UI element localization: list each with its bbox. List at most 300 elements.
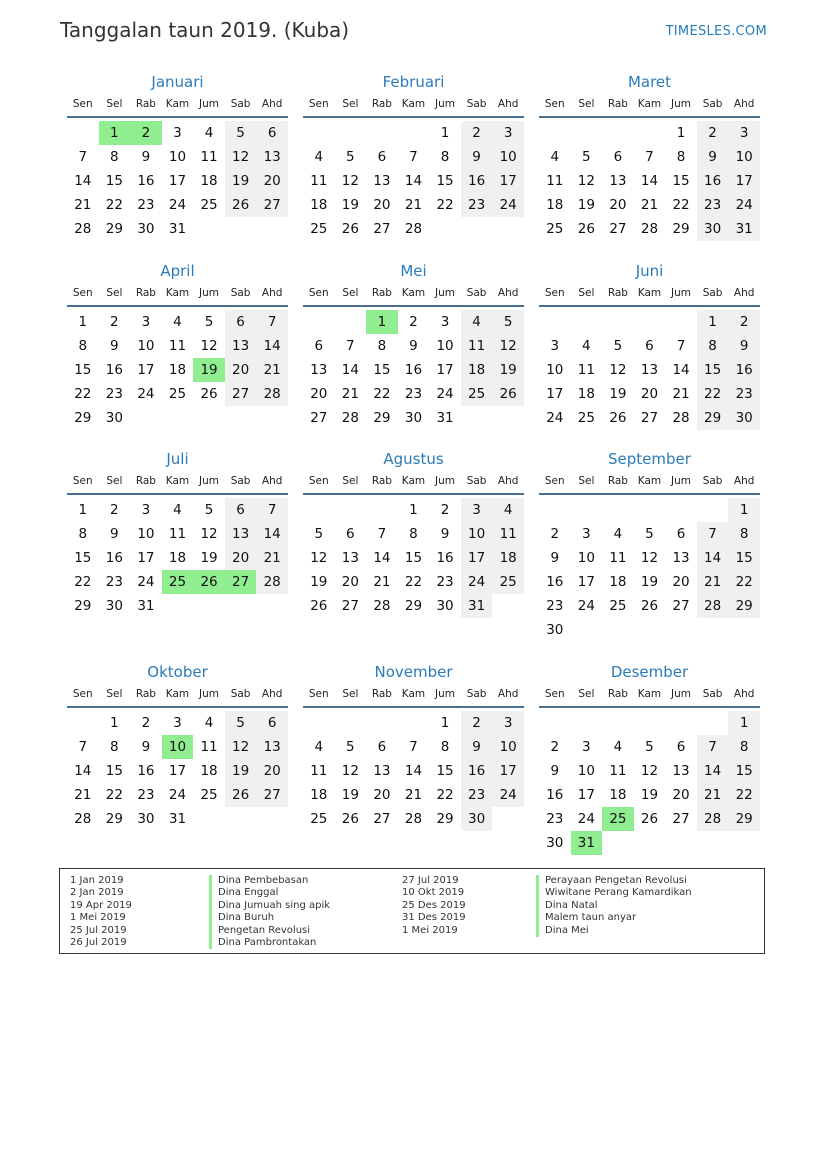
day-cell: 8 xyxy=(440,739,450,755)
day-cell: 16 xyxy=(461,759,493,783)
day-cell: 21 xyxy=(74,787,92,803)
day-cell: 15 xyxy=(436,763,454,779)
day-cell: 10 xyxy=(492,145,524,169)
day-cell: 9 xyxy=(461,735,493,759)
holiday-dates-left xyxy=(70,875,132,949)
holiday-name: Dina Jumuah sing apik xyxy=(209,900,330,912)
weekday-label: Rab xyxy=(371,688,392,700)
day-cell: 21 xyxy=(697,783,729,807)
empty-cell xyxy=(335,711,367,735)
weekday-header xyxy=(67,98,288,118)
weekday-label: Sen xyxy=(308,287,329,299)
day-cell: 16 xyxy=(105,550,123,566)
day-cell: 15 xyxy=(105,763,123,779)
holiday-name: Dina Natal xyxy=(536,900,692,912)
day-cell: 15 xyxy=(404,550,423,566)
day-cell: 15 xyxy=(74,550,92,566)
weekday-label: Sab xyxy=(230,287,251,299)
empty-cell xyxy=(602,310,634,334)
empty-cell xyxy=(366,121,398,145)
day-cell: 16 xyxy=(546,574,564,590)
weekday-label: Sen xyxy=(308,475,329,487)
month-title: Oktober xyxy=(147,663,208,681)
day-cell: 3 xyxy=(728,121,760,145)
day-cell: 21 xyxy=(672,386,690,402)
weekday-header xyxy=(303,688,524,708)
day-cell: 21 xyxy=(404,197,423,213)
day-cell: 13 xyxy=(225,334,257,358)
day-cell: 24 xyxy=(137,574,155,590)
day-cell: 5 xyxy=(582,149,591,165)
day-cell: 23 xyxy=(137,197,155,213)
weekday-label: Sel xyxy=(578,98,595,110)
day-cell: 2 xyxy=(728,310,760,334)
day-cell: 28 xyxy=(640,221,659,237)
day-cell: 27 xyxy=(373,811,391,827)
weekday-label: Sel xyxy=(342,475,359,487)
day-cell: 21 xyxy=(404,787,423,803)
day-cell: 25 xyxy=(200,787,218,803)
holiday-name: Dina Pembebasan xyxy=(209,875,330,887)
holiday-day-cell: 19 xyxy=(193,358,225,382)
weekday-header xyxy=(539,475,760,495)
day-cell: 7 xyxy=(409,739,418,755)
day-cell: 14 xyxy=(341,362,359,378)
day-cell: 18 xyxy=(200,763,218,779)
day-cell: 17 xyxy=(546,386,564,402)
day-cell: 7 xyxy=(676,338,686,354)
holiday-date: 10 Okt 2019 xyxy=(402,887,465,899)
empty-cell xyxy=(303,310,335,334)
day-cell: 18 xyxy=(609,574,627,590)
day-cell: 21 xyxy=(256,546,288,570)
day-cell: 27 xyxy=(256,783,288,807)
day-cell: 11 xyxy=(310,763,328,779)
day-cell: 31 xyxy=(168,221,187,237)
day-cell: 25 xyxy=(200,197,218,213)
day-cell: 22 xyxy=(404,574,423,590)
empty-cell xyxy=(398,121,430,145)
day-cell: 14 xyxy=(697,546,729,570)
day-cell: 1 xyxy=(676,125,686,141)
day-cell: 1 xyxy=(440,715,450,731)
empty-cell xyxy=(571,618,603,642)
day-cell: 29 xyxy=(728,807,760,831)
day-grid xyxy=(539,121,760,241)
day-cell: 1 xyxy=(409,502,418,518)
day-cell: 7 xyxy=(409,149,418,165)
day-cell: 20 xyxy=(373,787,391,803)
weekday-label: Kam xyxy=(637,287,662,299)
empty-cell xyxy=(492,217,524,241)
weekday-label: Jum xyxy=(435,98,456,110)
holiday-date: 26 Jul 2019 xyxy=(70,937,127,949)
day-cell: 17 xyxy=(168,763,187,779)
holiday-date: 1 Mei 2019 xyxy=(70,912,126,924)
day-cell: 11 xyxy=(200,739,218,755)
day-cell: 3 xyxy=(461,498,493,522)
day-cell: 30 xyxy=(105,410,123,426)
day-cell: 3 xyxy=(582,739,591,755)
day-cell: 25 xyxy=(461,382,493,406)
holiday-day-cell: 25 xyxy=(602,807,634,831)
day-cell: 30 xyxy=(461,807,493,831)
day-cell: 21 xyxy=(373,574,391,590)
day-cell: 15 xyxy=(436,173,454,189)
day-cell: 23 xyxy=(546,598,564,614)
day-cell: 4 xyxy=(173,502,182,518)
empty-cell xyxy=(335,310,367,334)
day-cell: 29 xyxy=(728,594,760,618)
day-cell: 10 xyxy=(728,145,760,169)
day-cell: 13 xyxy=(310,362,328,378)
day-cell: 17 xyxy=(436,362,454,378)
day-cell: 7 xyxy=(346,338,355,354)
day-cell: 19 xyxy=(341,197,359,213)
day-cell: 9 xyxy=(461,145,493,169)
day-cell: 8 xyxy=(728,522,760,546)
empty-cell xyxy=(634,310,666,334)
day-cell: 10 xyxy=(436,338,454,354)
day-cell: 9 xyxy=(440,526,450,542)
month-title: Januari xyxy=(151,73,204,91)
day-cell: 18 xyxy=(461,358,493,382)
day-cell: 27 xyxy=(225,382,257,406)
day-cell: 7 xyxy=(377,526,387,542)
day-cell: 25 xyxy=(577,410,595,426)
day-cell: 26 xyxy=(310,598,328,614)
day-cell: 19 xyxy=(225,169,257,193)
weekday-label: Jum xyxy=(199,98,220,110)
day-cell: 20 xyxy=(672,787,690,803)
day-cell: 1 xyxy=(697,310,729,334)
day-cell: 20 xyxy=(256,759,288,783)
day-grid xyxy=(539,310,760,430)
holiday-day-cell: 31 xyxy=(571,831,603,855)
day-cell: 18 xyxy=(310,787,328,803)
weekday-label: Sab xyxy=(230,688,251,700)
day-cell: 11 xyxy=(577,362,595,378)
day-cell: 13 xyxy=(672,550,690,566)
empty-cell xyxy=(130,406,162,430)
day-cell: 24 xyxy=(577,598,595,614)
day-cell: 28 xyxy=(697,807,729,831)
empty-cell xyxy=(162,594,194,618)
day-cell: 8 xyxy=(728,735,760,759)
day-cell: 26 xyxy=(225,783,257,807)
day-cell: 1 xyxy=(110,715,119,731)
day-cell: 2 xyxy=(550,739,560,755)
day-cell: 14 xyxy=(697,759,729,783)
empty-cell xyxy=(193,406,225,430)
day-cell: 1 xyxy=(440,125,450,141)
empty-cell xyxy=(193,594,225,618)
holiday-date: 1 Jan 2019 xyxy=(70,875,124,886)
day-cell: 16 xyxy=(137,173,155,189)
day-cell: 17 xyxy=(577,574,595,590)
day-cell: 11 xyxy=(168,338,187,354)
empty-cell xyxy=(602,618,634,642)
day-cell: 12 xyxy=(640,550,659,566)
weekday-label: Sen xyxy=(308,98,329,110)
day-cell: 30 xyxy=(546,622,564,638)
weekday-label: Rab xyxy=(371,475,392,487)
day-cell: 9 xyxy=(141,739,151,755)
day-cell: 23 xyxy=(105,386,123,402)
day-cell: 11 xyxy=(546,173,564,189)
holiday-date: 27 Jul 2019 xyxy=(402,875,459,886)
day-cell: 1 xyxy=(728,498,760,522)
day-cell: 16 xyxy=(137,763,155,779)
weekday-label: Sen xyxy=(544,287,565,299)
weekday-header xyxy=(539,98,760,118)
day-grid xyxy=(539,711,760,855)
day-cell: 14 xyxy=(404,173,423,189)
day-cell: 8 xyxy=(78,526,88,542)
day-cell: 19 xyxy=(577,197,595,213)
day-cell: 24 xyxy=(492,783,524,807)
day-cell: 25 xyxy=(310,811,328,827)
month-title: Agustus xyxy=(383,450,444,468)
holiday-date: 31 Des 2019 xyxy=(402,912,466,924)
day-cell: 6 xyxy=(346,526,355,542)
day-grid xyxy=(67,711,288,831)
day-cell: 23 xyxy=(105,574,123,590)
day-cell: 19 xyxy=(225,759,257,783)
weekday-label: Kam xyxy=(165,98,190,110)
weekday-label: Ahd xyxy=(733,98,755,110)
empty-cell xyxy=(602,831,634,855)
month-november xyxy=(303,662,524,831)
day-cell: 26 xyxy=(609,410,627,426)
month-februari xyxy=(303,72,524,241)
day-cell: 15 xyxy=(373,362,391,378)
day-cell: 27 xyxy=(341,598,359,614)
holiday-day-cell: 1 xyxy=(99,121,131,145)
day-cell: 3 xyxy=(492,121,524,145)
holiday-names-right xyxy=(536,875,692,937)
day-cell: 31 xyxy=(461,594,493,618)
empty-cell xyxy=(571,121,603,145)
empty-cell xyxy=(697,498,729,522)
day-cell: 5 xyxy=(204,502,214,518)
day-cell: 5 xyxy=(225,711,257,735)
day-cell: 17 xyxy=(168,173,187,189)
day-grid xyxy=(67,498,288,618)
day-cell: 13 xyxy=(640,362,659,378)
day-cell: 5 xyxy=(346,739,355,755)
weekday-label: Sen xyxy=(72,98,93,110)
day-cell: 10 xyxy=(137,526,155,542)
day-cell: 31 xyxy=(137,598,155,614)
holiday-day-cell: 10 xyxy=(162,735,194,759)
weekday-label: Kam xyxy=(637,98,662,110)
empty-cell xyxy=(697,711,729,735)
weekday-label: Sab xyxy=(230,98,251,110)
empty-cell xyxy=(602,711,634,735)
day-cell: 7 xyxy=(645,149,654,165)
day-cell: 12 xyxy=(200,526,218,542)
day-cell: 11 xyxy=(609,763,627,779)
day-cell: 4 xyxy=(550,149,560,165)
day-cell: 2 xyxy=(461,121,493,145)
day-cell: 22 xyxy=(697,382,729,406)
day-cell: 16 xyxy=(436,550,454,566)
month-oktober xyxy=(67,662,288,831)
month-title: Juli xyxy=(166,450,189,468)
day-cell: 7 xyxy=(697,735,729,759)
weekday-label: Kam xyxy=(165,287,190,299)
weekday-header xyxy=(67,688,288,708)
day-cell: 9 xyxy=(550,763,560,779)
day-cell: 29 xyxy=(697,406,729,430)
day-cell: 4 xyxy=(314,739,324,755)
day-cell: 18 xyxy=(609,787,627,803)
day-cell: 13 xyxy=(256,145,288,169)
weekday-label: Kam xyxy=(401,287,426,299)
empty-cell xyxy=(256,807,288,831)
weekday-label: Kam xyxy=(165,688,190,700)
empty-cell xyxy=(429,217,461,241)
day-cell: 28 xyxy=(404,811,423,827)
weekday-label: Rab xyxy=(371,98,392,110)
holiday-day-cell: 25 xyxy=(162,570,194,594)
day-cell: 30 xyxy=(404,410,423,426)
weekday-label: Kam xyxy=(401,475,426,487)
day-cell: 13 xyxy=(609,173,627,189)
day-cell: 1 xyxy=(78,314,88,330)
weekday-label: Sab xyxy=(230,475,251,487)
weekday-label: Jum xyxy=(199,688,220,700)
day-cell: 23 xyxy=(436,574,454,590)
day-cell: 4 xyxy=(613,739,623,755)
day-cell: 13 xyxy=(225,522,257,546)
weekday-label: Sen xyxy=(544,98,565,110)
day-cell: 24 xyxy=(728,193,760,217)
day-cell: 9 xyxy=(728,334,760,358)
day-cell: 18 xyxy=(200,173,218,189)
day-cell: 22 xyxy=(373,386,391,402)
day-cell: 18 xyxy=(168,550,187,566)
day-cell: 30 xyxy=(546,835,564,851)
holiday-day-cell: 27 xyxy=(225,570,257,594)
day-cell: 20 xyxy=(310,386,328,402)
day-cell: 7 xyxy=(78,149,88,165)
weekday-label: Jum xyxy=(671,475,692,487)
weekday-label: Ahd xyxy=(497,98,519,110)
month-desember xyxy=(539,662,760,855)
weekday-label: Sab xyxy=(702,98,723,110)
empty-cell xyxy=(634,498,666,522)
day-grid xyxy=(67,121,288,241)
day-cell: 7 xyxy=(256,498,288,522)
day-cell: 19 xyxy=(609,386,627,402)
day-cell: 12 xyxy=(341,173,359,189)
day-cell: 10 xyxy=(577,763,595,779)
day-cell: 12 xyxy=(225,735,257,759)
day-cell: 27 xyxy=(310,410,328,426)
empty-cell xyxy=(728,618,760,642)
day-cell: 10 xyxy=(168,149,187,165)
day-cell: 15 xyxy=(728,546,760,570)
day-cell: 8 xyxy=(676,149,686,165)
day-cell: 4 xyxy=(461,310,493,334)
weekday-label: Ahd xyxy=(733,475,755,487)
day-cell: 11 xyxy=(168,526,187,542)
day-cell: 27 xyxy=(672,811,690,827)
day-cell: 24 xyxy=(168,197,187,213)
weekday-label: Rab xyxy=(135,688,156,700)
day-cell: 20 xyxy=(256,169,288,193)
day-cell: 29 xyxy=(105,811,123,827)
brand-link[interactable]: TIMESLES.COM xyxy=(665,24,767,39)
day-cell: 23 xyxy=(546,811,564,827)
day-cell: 19 xyxy=(341,787,359,803)
empty-cell xyxy=(539,121,571,145)
empty-cell xyxy=(634,618,666,642)
empty-cell xyxy=(539,498,571,522)
day-cell: 24 xyxy=(577,811,595,827)
day-cell: 6 xyxy=(225,310,257,334)
empty-cell xyxy=(539,711,571,735)
holiday-day-cell: 2 xyxy=(130,121,162,145)
weekday-label: Ahd xyxy=(261,688,283,700)
day-cell: 16 xyxy=(105,362,123,378)
day-cell: 4 xyxy=(173,314,182,330)
day-cell: 24 xyxy=(137,386,155,402)
day-cell: 2 xyxy=(440,502,450,518)
day-cell: 25 xyxy=(546,221,564,237)
empty-cell xyxy=(634,711,666,735)
weekday-label: Rab xyxy=(607,98,628,110)
weekday-label: Rab xyxy=(607,287,628,299)
day-cell: 21 xyxy=(74,197,92,213)
empty-cell xyxy=(67,121,99,145)
empty-cell xyxy=(162,406,194,430)
day-cell: 19 xyxy=(310,574,328,590)
day-cell: 29 xyxy=(74,598,92,614)
day-cell: 8 xyxy=(697,334,729,358)
day-cell: 4 xyxy=(582,338,591,354)
weekday-label: Sab xyxy=(466,475,487,487)
day-cell: 12 xyxy=(640,763,659,779)
day-cell: 11 xyxy=(492,522,524,546)
holiday-date: 25 Des 2019 xyxy=(402,899,466,911)
weekday-label: Rab xyxy=(607,475,628,487)
day-cell: 2 xyxy=(409,314,418,330)
empty-cell xyxy=(303,711,335,735)
weekday-label: Sab xyxy=(702,475,723,487)
day-cell: 9 xyxy=(141,149,151,165)
day-cell: 26 xyxy=(341,811,359,827)
day-cell: 8 xyxy=(78,338,88,354)
day-cell: 29 xyxy=(105,221,123,237)
day-cell: 18 xyxy=(546,197,564,213)
day-cell: 11 xyxy=(310,173,328,189)
empty-cell xyxy=(571,711,603,735)
day-cell: 3 xyxy=(550,338,560,354)
day-cell: 4 xyxy=(204,715,214,731)
day-cell: 21 xyxy=(697,570,729,594)
empty-cell xyxy=(665,310,697,334)
weekday-header xyxy=(539,688,760,708)
day-cell: 22 xyxy=(672,197,690,213)
weekday-label: Sen xyxy=(72,688,93,700)
day-cell: 14 xyxy=(640,173,659,189)
day-cell: 29 xyxy=(373,410,391,426)
day-cell: 22 xyxy=(74,386,92,402)
day-cell: 7 xyxy=(256,310,288,334)
